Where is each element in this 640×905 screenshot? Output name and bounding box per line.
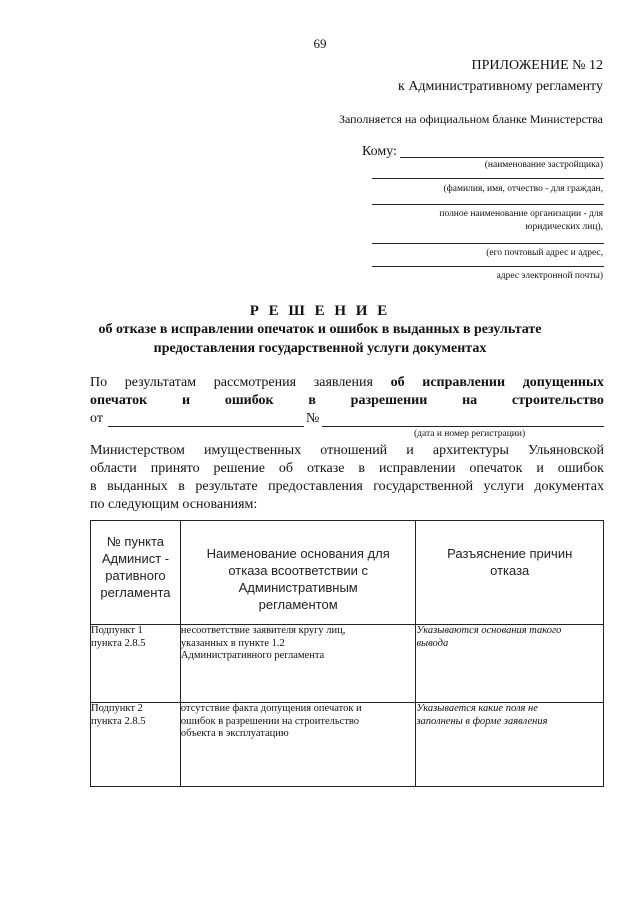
cell-line: пункта 2.8.5	[91, 637, 146, 649]
cell-line: Указывается какие поля не	[416, 703, 538, 714]
recipient-line-5[interactable]	[372, 266, 604, 267]
row-1-point	[91, 625, 181, 703]
word: результатам	[124, 375, 197, 390]
word: в	[308, 393, 316, 408]
word: результате	[195, 479, 258, 494]
decision-subtitle-1: об отказе в исправлении опечаток и ошибок в выданных в результате	[98, 322, 542, 337]
paragraph-2-line-4: по следующим основаниям:	[90, 497, 258, 512]
word: опечаток	[90, 393, 148, 408]
word: отказе	[306, 461, 345, 476]
date-field[interactable]	[108, 426, 304, 427]
paragraph-1-line-2	[90, 393, 604, 409]
word: выданных	[107, 479, 168, 494]
word: в	[358, 461, 365, 476]
recipient-hint-2: (фамилия, имя, отчество - для граждан,	[443, 184, 603, 194]
word: государственной	[373, 479, 474, 494]
word: и	[181, 393, 191, 408]
word: в	[90, 479, 97, 494]
row-2-point	[91, 703, 181, 787]
cell-line: заполнены в форме заявления	[416, 715, 548, 727]
cell-line: Наименование основания для	[206, 546, 390, 561]
cell-line: Подпункт 1	[91, 625, 143, 636]
header-point-number	[91, 521, 181, 625]
word: исправлении	[378, 461, 456, 476]
cell-line: Административного регламента	[180, 650, 325, 661]
cell-line: Разъяснение причин	[447, 546, 573, 561]
word: Министерством	[90, 443, 185, 458]
word: заявления	[313, 375, 373, 390]
cell-line: ративного	[105, 568, 166, 583]
letterhead-note: Заполняется на официальном бланке Министерства	[338, 112, 603, 126]
word: об	[390, 375, 405, 390]
word: разрешении	[350, 393, 428, 408]
word: в	[178, 479, 185, 494]
date-number-hint: (дата и номер регистрации)	[414, 429, 526, 439]
table-row	[91, 703, 604, 787]
cell-line: Административным	[238, 580, 358, 595]
word: документах	[534, 479, 604, 494]
word: рассмотрения	[213, 375, 297, 390]
decision-title: Р Е Ш Е Н И Е	[249, 303, 391, 319]
recipient-line-1[interactable]	[400, 157, 604, 158]
cell-line: ошибок в разрешении на строительство	[180, 715, 360, 727]
number-label: №	[306, 411, 320, 426]
cell-line: отсутствие факта допущения опечаток и	[180, 703, 362, 714]
cell-line: несоответствие заявителя кругу лиц,	[180, 625, 346, 636]
header-explanation	[416, 521, 604, 625]
cell-line: Указываются основания такого	[416, 625, 562, 636]
word: отношений	[320, 443, 388, 458]
row-1-explanation	[416, 625, 604, 703]
cell-line: Подпункт 2	[91, 703, 143, 714]
cell-line: пункта 2.8.5	[91, 715, 146, 727]
table-row	[91, 625, 604, 703]
word: опечаток	[469, 461, 523, 476]
word: строительство	[511, 393, 604, 408]
cell-line: Админист -	[101, 551, 170, 566]
recipient-hint-1: (наименование застройщика)	[484, 160, 603, 170]
paragraph-2-line-3	[90, 479, 604, 495]
paragraph-2-line-2	[90, 461, 604, 477]
table-header-row	[91, 521, 604, 625]
cell-line: регламентом	[258, 597, 338, 612]
word: принято	[150, 461, 200, 476]
cell-line: указанных в пункте 1.2	[180, 637, 285, 649]
word: услуги	[483, 479, 524, 494]
cell-line: объекта в эксплуатацию	[180, 728, 289, 739]
word: и	[536, 461, 544, 476]
row-1-reason	[180, 625, 416, 703]
word: предоставления	[268, 479, 363, 494]
word: на	[462, 393, 478, 408]
word: решение	[213, 461, 265, 476]
reasons-table	[90, 520, 604, 787]
recipient-hint-5: адрес электронной почты)	[496, 271, 603, 281]
recipient-line-2[interactable]	[372, 178, 604, 179]
recipient-label: Кому:	[362, 144, 397, 159]
header-reason-name	[180, 521, 416, 625]
word: исправлении	[422, 375, 506, 390]
cell-line: отказа всоответствии с	[228, 563, 368, 578]
date-label: от	[90, 411, 103, 426]
recipient-hint-3a: полное наименование организации - для	[439, 209, 603, 219]
cell-line: № пункта	[106, 534, 165, 549]
word: Ульяновской	[527, 443, 604, 458]
word: По	[90, 375, 108, 390]
number-field[interactable]	[322, 426, 604, 427]
appendix-subtitle: к Административному регламенту	[398, 79, 603, 94]
recipient-hint-3b: юридических лиц),	[525, 222, 603, 232]
word: имущественных	[204, 443, 302, 458]
word: ошибок	[224, 393, 274, 408]
paragraph-2-line-1	[90, 443, 604, 459]
word: архитектуры	[432, 443, 509, 458]
row-2-explanation	[416, 703, 604, 787]
paragraph-1-line-1	[90, 375, 604, 391]
decision-subtitle-2: предоставления государственной услуги документах	[153, 341, 487, 356]
row-2-reason	[180, 703, 416, 787]
recipient-line-4[interactable]	[372, 243, 604, 244]
word: допущенных	[522, 375, 604, 390]
page-number: 69	[313, 36, 327, 51]
word: ошибок	[557, 461, 604, 476]
appendix-title: ПРИЛОЖЕНИЕ № 12	[471, 58, 603, 73]
cell-line: регламента	[100, 585, 171, 600]
word: об	[278, 461, 294, 476]
cell-line: отказа	[490, 563, 530, 578]
word: области	[90, 461, 137, 476]
recipient-hint-4: (его почтовый адрес и адрес,	[486, 248, 603, 258]
recipient-line-3[interactable]	[372, 204, 604, 205]
word: и	[406, 443, 414, 458]
cell-line: вывода	[416, 637, 449, 649]
